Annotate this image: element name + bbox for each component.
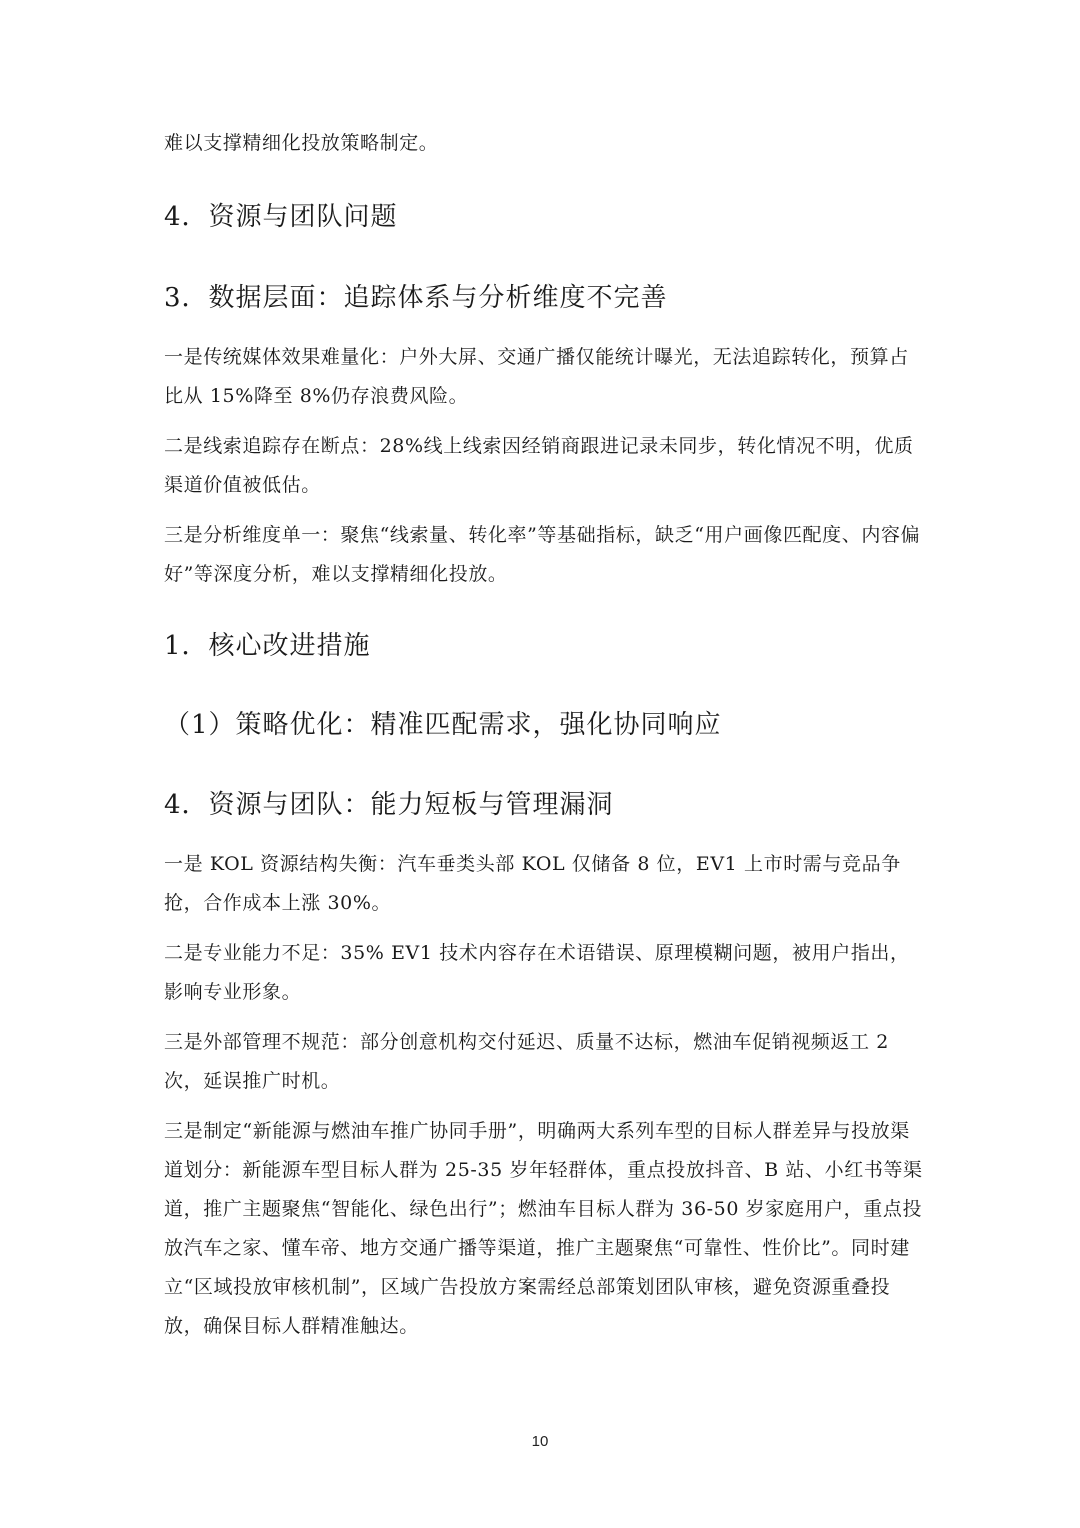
paragraph-lead-tracking: 二是线索追踪存在断点：28%线上线索因经销商跟进记录未同步，转化情况不明，优质渠道价值被低估。 <box>164 435 914 496</box>
paragraph-traditional-media: 一是传统媒体效果难量化：户外大屏、交通广播仅能统计曝光，无法追踪转化，预算占比从 15%降至 8%仍存浪费风险。 <box>164 346 909 407</box>
paragraph-kol-resources: 一是 KOL 资源结构失衡：汽车垂类头部 KOL 仅储备 8 位，EV1 上市时需与竞品争抢，合作成本上涨 30%。 <box>164 853 901 914</box>
paragraph-external-management: 三是外部管理不规范：部分创意机构交付延迟、质量不达标，燃油车促销视频返工 2 次，延误推广时机。 <box>164 1031 889 1092</box>
heading-resources-team-issue: 4．资源与团队问题 <box>164 202 398 232</box>
heading-strategy-optimization: （1）策略优化：精准匹配需求，强化协同响应 <box>164 710 722 740</box>
heading-data-level: 3．数据层面：追踪体系与分析维度不完善 <box>164 283 668 313</box>
paragraph-coordination-manual: 三是制定“新能源与燃油车推广协同手册”，明确两大系列车型的目标人群差异与投放渠道划分：新能源车型目标人群为 25-35 岁年轻群体，重点投放抖音、B 站、小红书等渠道，推广主题聚焦“智能化、绿色出行”；燃油车目标人群为 36-50 岁家庭用户，重点投放汽车之家、懂车帝、地方交通广播等渠道，推广主题聚焦“可靠性、性价比”。同时建立“区域投放审核机制”，区域广告投放方案需经总部策划团队审核，避免资源重叠投放，确保目标人群精准触达。 <box>164 1120 923 1337</box>
heading-core-improvements: 1．核心改进措施 <box>164 631 371 661</box>
paragraph-professional-ability: 二是专业能力不足：35% EV1 技术内容存在术语错误、原理模糊问题，被用户指出，影响专业形象。 <box>164 942 910 1003</box>
page-number: 10 <box>531 1433 549 1450</box>
heading-resources-team-gaps: 4．资源与团队：能力短板与管理漏洞 <box>164 790 614 820</box>
paragraph-analysis-dimension: 三是分析维度单一：聚焦“线索量、转化率”等基础指标，缺乏“用户画像匹配度、内容偏好”等深度分析，难以支撑精细化投放。 <box>164 524 921 585</box>
paragraph-intro: 难以支撑精细化投放策略制定。 <box>164 132 439 154</box>
